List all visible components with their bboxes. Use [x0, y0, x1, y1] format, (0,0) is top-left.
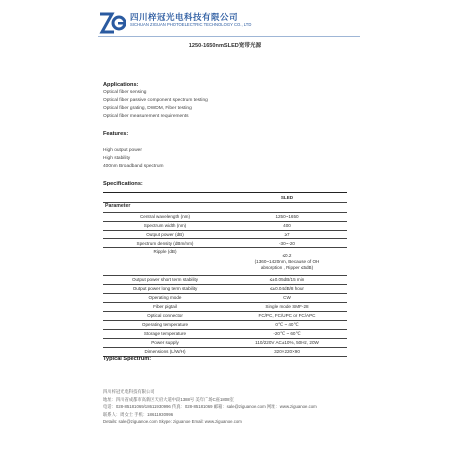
ripple-value: ≤0.2: [282, 253, 292, 259]
spec-value: 400: [227, 221, 347, 230]
spec-label: Output power short term stability: [103, 276, 227, 285]
spec-value: Single mode SMF-28: [227, 303, 347, 312]
table-header-row: [103, 193, 347, 203]
spec-value: ≤±0.05dB/15 min: [227, 276, 347, 285]
typical-spectrum-heading: Typical Spectrum:: [103, 356, 152, 362]
feature-item: High stability: [103, 156, 131, 161]
footer-line: 地址：四川省成都市高新区天府大道中段1388号 美年广场C座1808室: [103, 396, 234, 402]
spec-label: Spectrum density (dBm/nm): [103, 239, 227, 248]
table-row: [103, 276, 347, 285]
table-row: [103, 303, 347, 312]
spec-label: Operating mode: [103, 294, 227, 303]
doc-title: 1250-1650nmSLED宽带光源: [188, 43, 262, 49]
application-item: Optical fiber passive component spectrum testing: [103, 98, 208, 103]
feature-item: 400nm Broadband spectrum: [103, 164, 164, 169]
spec-value: -20℃ ~ 60℃: [227, 330, 347, 339]
footer-line: 联系人：周女士 手机：18611930996: [103, 411, 174, 417]
spec-label: Dimensions (L/W/H): [103, 347, 227, 356]
spec-label: Operating temperature: [103, 321, 227, 330]
spec-label: Central wavelength (nm): [103, 212, 227, 221]
table-row: [103, 239, 347, 248]
table-row: [103, 212, 347, 221]
specifications-heading: Specifications:: [103, 181, 143, 187]
table-row: [103, 312, 347, 321]
spec-value: 0℃ ~ 40℃: [227, 321, 347, 330]
footer-line: 四川梓冠光电科技有限公司: [103, 389, 155, 394]
parameter-label: Parameter: [103, 202, 227, 212]
spec-label: Spectrum width (nm): [103, 221, 227, 230]
specifications-table: [103, 192, 347, 357]
table-row: [103, 321, 347, 330]
table-row: [103, 248, 347, 276]
ripple-note: (1360~1420nm, Because of OH: [254, 259, 320, 265]
spec-value: FC/PC, FC/UPC or FC/APC: [227, 312, 347, 321]
ripple-note: absorption , Ripper ≤5dB): [260, 264, 314, 270]
spec-value: -30~-20: [227, 239, 347, 248]
spec-value: ≤±0.04dB/8 hour: [227, 285, 347, 294]
spec-label: Ripple (dB): [103, 248, 227, 276]
table-row: [103, 221, 347, 230]
spec-label: Output power (dB): [103, 230, 227, 239]
table-row: [103, 202, 347, 212]
footer-line: 电话：028-85181069/18611930996 传真：028-85181069 邮箱：sale@ziguanoe.com 网址：www.ziguanoe.com: [103, 404, 317, 410]
table-row: [103, 339, 347, 348]
spec-value: ≥7: [227, 230, 347, 239]
spec-value: [227, 248, 347, 276]
company-name-cn: 四川梓冠光电科技有限公司: [130, 12, 239, 22]
spec-label: Optical connector: [103, 312, 227, 321]
spec-value: 320×220×90: [227, 347, 347, 356]
table-row: [103, 285, 347, 294]
table-row: [103, 294, 347, 303]
header-divider: [98, 36, 360, 37]
company-name-en: SICHUAN ZIGUAN PHOTOELECTRIC TECHNOLOGY CO., LTD: [130, 22, 252, 27]
spec-value: 110/220V AC±10%, 50Hz, 20W: [227, 339, 347, 348]
table-row: [103, 230, 347, 239]
spec-label: Fiber pigtail: [103, 303, 227, 312]
footer-line: Details: sale@ziguanoe.com Skype: ziguanoe Email: www.ziguanoe.com: [103, 419, 242, 425]
spec-value: 1250~1650: [227, 212, 347, 221]
application-item: Optical fiber sensing: [103, 90, 147, 95]
spec-value: CW: [227, 294, 347, 303]
company-header: [98, 12, 251, 34]
spec-label: Power supply: [103, 339, 227, 348]
applications-heading: Applications:: [103, 82, 139, 88]
spec-label: Storage temperature: [103, 330, 227, 339]
feature-item: High output power: [103, 148, 142, 153]
company-logo: [98, 12, 126, 34]
application-item: Optical fiber grating, DWDM, Fiber testing: [103, 106, 192, 111]
table-row: [103, 330, 347, 339]
footer-contact: [103, 388, 317, 426]
column-header-sled: SLED: [227, 193, 347, 203]
features-heading: Features:: [103, 131, 129, 137]
application-item: Optical fiber measurement requirements: [103, 114, 189, 119]
spec-label: Output power long term stability: [103, 285, 227, 294]
